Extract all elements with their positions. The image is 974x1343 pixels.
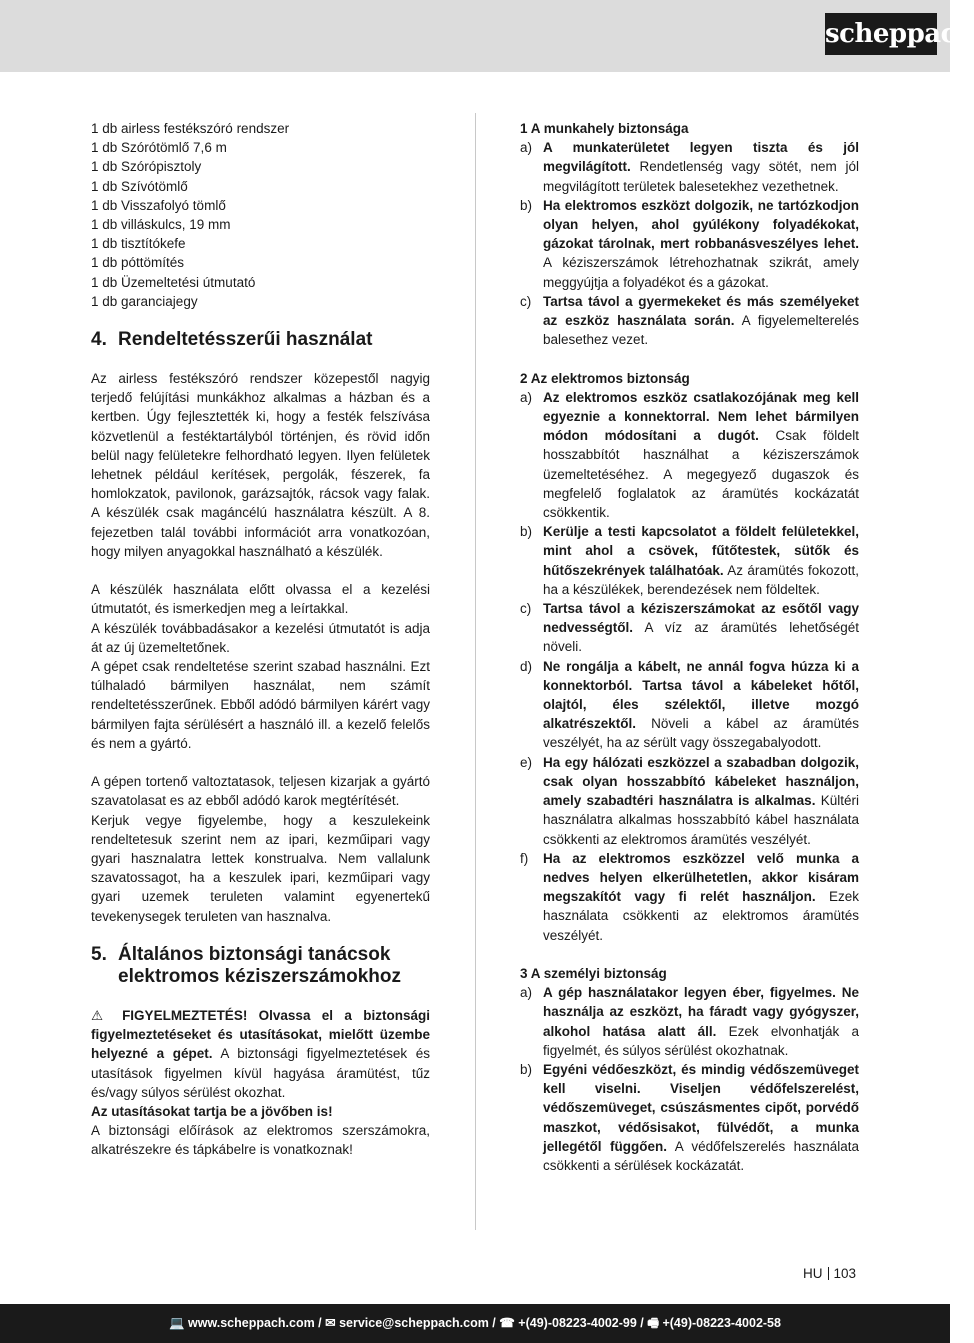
list-item: d) Ne rongálja a kábelt, ne annál fogva húzza ki a konnektorból. Tartsa távol a kábeleket hőtől, olajtól, éles szélektől, illetve mozgó alkatrészektől. Növeli a kábel az áramütés veszélyét, ha az sérült vagy összegabalyodott. — [520, 658, 859, 751]
list-item: f) Ha az elektromos eszközzel velő munka a nedves helyen elkerülhetetlen, akkor kisáram megszakítót vagy fi relét használjon. Ezek használata csökkenti az elektromos áramütés veszélyét. — [520, 850, 859, 943]
section-number: 5. — [91, 943, 107, 965]
paragraph: A gépen tortenő valtoztatasok, teljesen kizarjak a gyártó szavatolasat es az ebből adódó karok megtérítését. — [91, 774, 430, 809]
paragraph: A készülék továbbadásakor a kezelési útmutatót is adja át az új üzemeltetőnek. — [91, 620, 430, 655]
subsection-title: 3 A személyi biztonság — [520, 965, 667, 981]
keep-instructions-note: Az utasításokat tartja be a jövőben is! — [91, 1103, 333, 1119]
paragraph: Az airless festékszóró rendszer közepestől nagyig terjedő felújítási munkákhoz alkalmas a házban és a kertben. Úgy fejlesztették ki, hogy a festék felszívása közvetlenül a festéktartályból történjen, és rövid időn belül nagy felületekre felhordható legyen. Ilyen felületek lehetnek például kerítések, pergolák, fészerek, fa homlokzatok, pavilonok, garázsajtók, rácsok vagy falak. A készülék csak magáncélú használatra készült. A 8. fejezetben talál további információt arra vonatkozóan, hogy milyen anyagokkal használható a készülék. — [91, 371, 430, 559]
paragraph: A gépet csak rendeltetése szerint szabad használni. Ezt túlhaladó bármilyen használat, nem számít rendeltetésszerűnek. Ebből adódó bármilyen kárért vagy bármilyen fajta sérülésért a használó ill. a kezelő felelős és nem a gyártó. — [91, 659, 430, 751]
page-header — [0, 0, 974, 72]
language-code: HU — [803, 1266, 823, 1281]
warning-text: A biztonsági figyelmeztetések és utasítások figyelmen kívül hagyása áramütést, tűz és/vagy súlyos sérülést okozhat. — [91, 1046, 430, 1100]
section-5-heading — [91, 944, 430, 988]
list-item: b) Ha elektromos eszközt dolgozik, ne tartózkodjon olyan helyen, ahol gyúlékony folyadékokat, gázokat tárolnak, mert robbanásveszélyes lehet. A kéziszerszámok létrehozhatnak szikrát, amely meggyújtja a folyadékot és a gázokat. — [520, 197, 859, 290]
paragraph: A készülék használata előtt olvassa el a kezelési útmutatót, és ismerkedjen meg a leírtakkal. — [91, 582, 430, 617]
list-item: c) Tartsa távol a gyermekeket és más személyeket az eszköz használata során. A figyelemelterelés balesethez vezet. — [520, 293, 860, 348]
warning-bold: FIGYELMEZTETÉS! Olvassa el a biztonsági figyelmeztetéseket és utasításokat, mielőtt üzembe helyezné a gépet. — [91, 1007, 430, 1062]
section-number: 4. — [91, 329, 107, 351]
page-footer: 💻 www.scheppach.com / ✉ service@scheppach.com / ☎ +(49)-08223-4002-99 / 🖷 +(49)-08223-4002-58 — [0, 1304, 950, 1343]
list-item: 1 db villáskulcs, 19 mm — [91, 217, 231, 233]
paragraph: A biztonsági előírások az elektromos szerszámokra, alkatrészekre és tápkábelre is vonatkoznak! — [91, 1123, 430, 1158]
list-item: a) A gép használatakor legyen éber, figyelmes. Ne használja az eszközt, ha fáradt vagy gyógyszer, alkohol hatása alatt áll. Ezek elvonhatják a figyelmét, és súlyos sérülést okozhatnak. — [520, 985, 859, 1058]
subsection-title: 2 Az elektromos biztonság — [520, 370, 690, 386]
list-item: 1 db garanciajegy — [91, 293, 198, 309]
subsection-title: 1 A munkahely biztonsága — [520, 121, 689, 136]
left-column — [91, 119, 430, 1160]
warning-icon: ⚠ — [91, 1007, 111, 1023]
brand-logo: scheppach — [825, 13, 937, 55]
section-title-line: elektromos kéziszerszámokhoz — [118, 965, 402, 987]
list-item: a) A munkaterületet legyen tiszta és jól megvilágított. Rendetlenség vagy sötét, nem jól megvilágított területek balesetekhez vezethetnek. — [520, 140, 859, 194]
list-item: b) Kerülje a testi kapcsolatot a földelt felületekkel, mint ahol a csövek, fűtőtestek, sütők és hűtőszekrények találhatóak. Az áramütés fokozott, ha a készülékek, berendezések nem földeltek. — [520, 524, 859, 597]
paragraph: Kerjuk vegye figyelembe, hogy a keszulekeink rendeltetesuk szerint nem az ipari, kezműipari vagy gyari hasznalatra lettek konstrualva. Nem vallalunk szavatossagot, ha a keszulek ipari, kezműipari vagy gyari uzemek teruleten valamint egyenertekű tevekenysegek teruleten van hasznalva. — [91, 812, 430, 924]
page-number-value: 103 — [833, 1266, 857, 1281]
scope-of-delivery-list — [91, 119, 430, 311]
right-column — [520, 119, 859, 1175]
list-item: 1 db póttömítés — [91, 255, 185, 271]
list-item: 1 db tisztítókefe — [91, 236, 186, 252]
section-4-heading — [91, 329, 430, 351]
page-number — [803, 1266, 856, 1282]
list-item: 1 db Szórópisztoly — [91, 159, 202, 175]
list-item: e) Ha egy hálózati eszközzel a szabadban dolgozik, csak olyan hosszabbító kábeleket használjon, amely szabadtéri használatra is alkalmas. Kültéri használatra alkalmas hosszabbító kábel használata csökkenti az elektromos áramütés veszélyét. — [520, 754, 859, 847]
warning-paragraph — [91, 1006, 430, 1102]
list-item: c) Tartsa távol a kéziszerszámokat az esőtől vagy nedvességtől. A víz az áramütés lehetőségét növeli. — [520, 601, 859, 655]
list-item: a) Az elektromos eszköz csatlakozójának meg kell egyeznie a konnektorral. Nem lehet bármilyen módon módosítani a dugót. Csak földelt hosszabbítót használhat a kéziszerszámok üzemeltetéséhez. A megegyező dugaszok és megfelelő foglalatok az áramütés kockázatát csökkentik. — [520, 389, 859, 521]
column-divider — [475, 113, 476, 1230]
section-title: Rendeltetésszerűi használat — [118, 329, 373, 351]
list-item: b) Egyéni védőeszközt, és mindig védőszemüveget kell viselni. Viseljen védőfelszerelést, védőszemüveget, csúszásmentes cipőt, porvédő maszkot, védősisakot, fülvédőt, a munka jellegétől függően. A védőfelszerelés használata csökkenti a sérülések kockázatát. — [520, 1061, 859, 1173]
list-item: 1 db airless festékszóró rendszer — [91, 121, 290, 136]
list-item: 1 db Visszafolyó tömlő — [91, 197, 226, 213]
separator — [828, 1267, 829, 1280]
list-item: 1 db Üzemeltetési útmutató — [91, 274, 256, 290]
list-item: 1 db Szívótömlő — [91, 178, 188, 194]
list-item: 1 db Szórótömlő 7,6 m — [91, 140, 227, 156]
section-title-line: Általános biztonsági tanácsok — [118, 943, 391, 965]
